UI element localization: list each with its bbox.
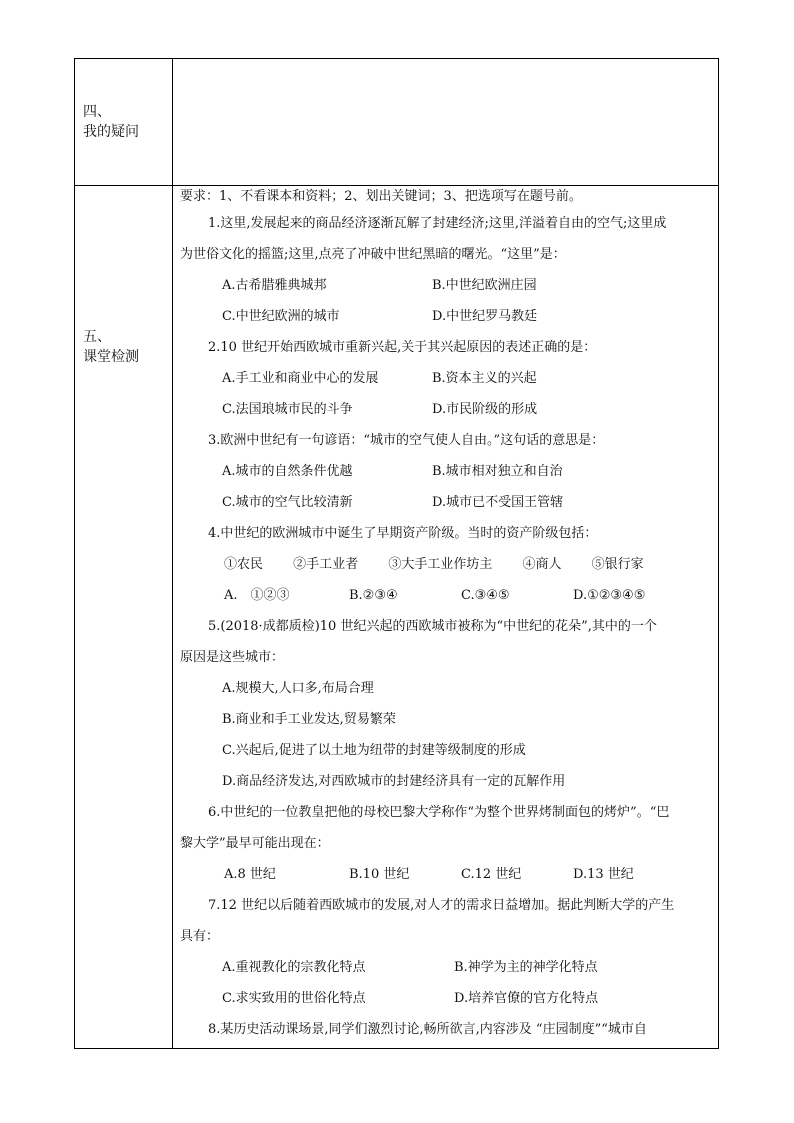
option-d: D.城市已不受国王管辖	[432, 495, 564, 510]
option-b: B.中世纪欧洲庄园	[432, 278, 537, 293]
option-c: C.法国琅城市民的斗争	[222, 402, 353, 417]
item-5: ⑤银行家	[591, 557, 644, 572]
question-6-options	[180, 859, 712, 890]
section-number: 五、	[83, 329, 111, 345]
option-d: D.培养官僚的官方化特点	[454, 991, 599, 1006]
option-a: A.手工业和商业中心的发展	[222, 371, 379, 386]
option-c: C.求实致用的世俗化特点	[222, 991, 366, 1006]
question-3-options-ab	[180, 456, 712, 487]
option-a: A.城市的自然条件优越	[222, 464, 353, 479]
question-5-option-c: C.兴起后,促进了以土地为纽带的封建等级制度的形成	[222, 743, 526, 758]
option-d: D.市民阶级的形成	[432, 402, 538, 417]
quiz-requirement: 要求：1、不看课本和资料；2、划出关键词；3、把选项写在题号前。	[180, 189, 582, 204]
question-6-stem-cont: 黎大学”最早可能出现在：	[180, 836, 330, 851]
question-4-options	[180, 580, 712, 611]
option-b: B.城市相对独立和自治	[432, 464, 563, 479]
item-2: ②手工业者	[293, 557, 359, 572]
question-2-options-cd	[180, 394, 712, 425]
question-6-stem: 6.中世纪的一位教皇把他的母校巴黎大学称作“为整个世界烤制面包的烤炉”。“巴	[208, 805, 670, 820]
section-questions-row	[75, 59, 718, 186]
question-8-stem: 8.某历史活动课场景,同学们激烈讨论,畅所欲言,内容涉及 “庄园制度”“城市自	[208, 1022, 647, 1037]
question-2-options-ab	[180, 363, 712, 394]
section-quiz-row	[75, 186, 718, 1048]
section-label	[75, 186, 173, 1048]
option-b: B.资本主义的兴起	[432, 371, 537, 386]
questions-answer-area[interactable]	[173, 59, 718, 185]
section-title: 课堂检测	[83, 349, 139, 365]
question-5-stem-cont: 原因是这些城市：	[180, 650, 285, 665]
option-b: B.②③④	[349, 588, 398, 603]
question-5-option-d: D.商品经济发达,对西欧城市的封建经济具有一定的瓦解作用	[222, 774, 566, 789]
question-3-options-cd	[180, 487, 712, 518]
item-4: ④商人	[522, 557, 562, 572]
option-a: A.8 世纪	[224, 867, 276, 882]
question-5-option-b: B.商业和手工业发达,贸易繁荣	[222, 712, 396, 727]
option-c: C.③④⑤	[461, 588, 510, 603]
option-c: C.12 世纪	[461, 867, 522, 882]
question-1-options-cd	[180, 301, 712, 332]
option-b: B.神学为主的神学化特点	[454, 960, 598, 975]
option-d: D.中世纪罗马教廷	[432, 309, 538, 324]
question-3-stem: 3.欧洲中世纪有一句谚语：“城市的空气使人自由。”这句话的意思是：	[208, 433, 605, 448]
quiz-content	[173, 186, 718, 1048]
worksheet-table	[74, 58, 719, 1049]
question-7-options-ab	[180, 952, 712, 983]
item-1: ①农民	[224, 557, 264, 572]
question-4-stem: 4.中世纪的欧洲城市中诞生了早期资产阶级。当时的资产阶级包括：	[208, 526, 598, 541]
section-title: 我的疑问	[83, 124, 139, 140]
question-7-options-cd	[180, 983, 712, 1014]
option-a: A.古希腊雅典城邦	[222, 278, 327, 293]
question-5-option-a: A.规模大,人口多,布局合理	[222, 681, 374, 696]
question-7-stem: 7.12 世纪以后随着西欧城市的发展,对人才的需求日益增加。据此判断大学的产生	[208, 898, 675, 913]
question-7-stem-cont: 具有：	[180, 929, 220, 944]
option-c: C.中世纪欧洲的城市	[222, 309, 340, 324]
item-3: ③大手工业作坊主	[388, 557, 493, 572]
option-d: D.13 世纪	[573, 867, 634, 882]
section-number: 四、	[83, 104, 111, 120]
question-4-items	[180, 549, 712, 580]
question-5-stem: 5.(2018·成都质检)10 世纪兴起的西欧城市被称为“中世纪的花朵”,其中的一个	[208, 619, 657, 634]
option-d: D.①②③④⑤	[573, 588, 646, 603]
question-1-stem: 1.这里,发展起来的商品经济逐渐瓦解了封建经济;这里,洋溢着自由的空气;这里成	[208, 216, 667, 231]
option-a: A.重视教化的宗教化特点	[222, 960, 366, 975]
option-a: A. ①②③	[224, 588, 290, 603]
question-2-stem: 2.10 世纪开始西欧城市重新兴起,关于其兴起原因的表述正确的是：	[208, 340, 597, 355]
option-c: C.城市的空气比较清新	[222, 495, 353, 510]
question-1-stem-cont: 为世俗文化的摇篮;这里,点亮了冲破中世纪黑暗的曙光。“这里”是：	[180, 247, 566, 262]
option-b: B.10 世纪	[349, 867, 410, 882]
question-1-options-ab	[180, 270, 712, 301]
section-label	[75, 59, 173, 185]
